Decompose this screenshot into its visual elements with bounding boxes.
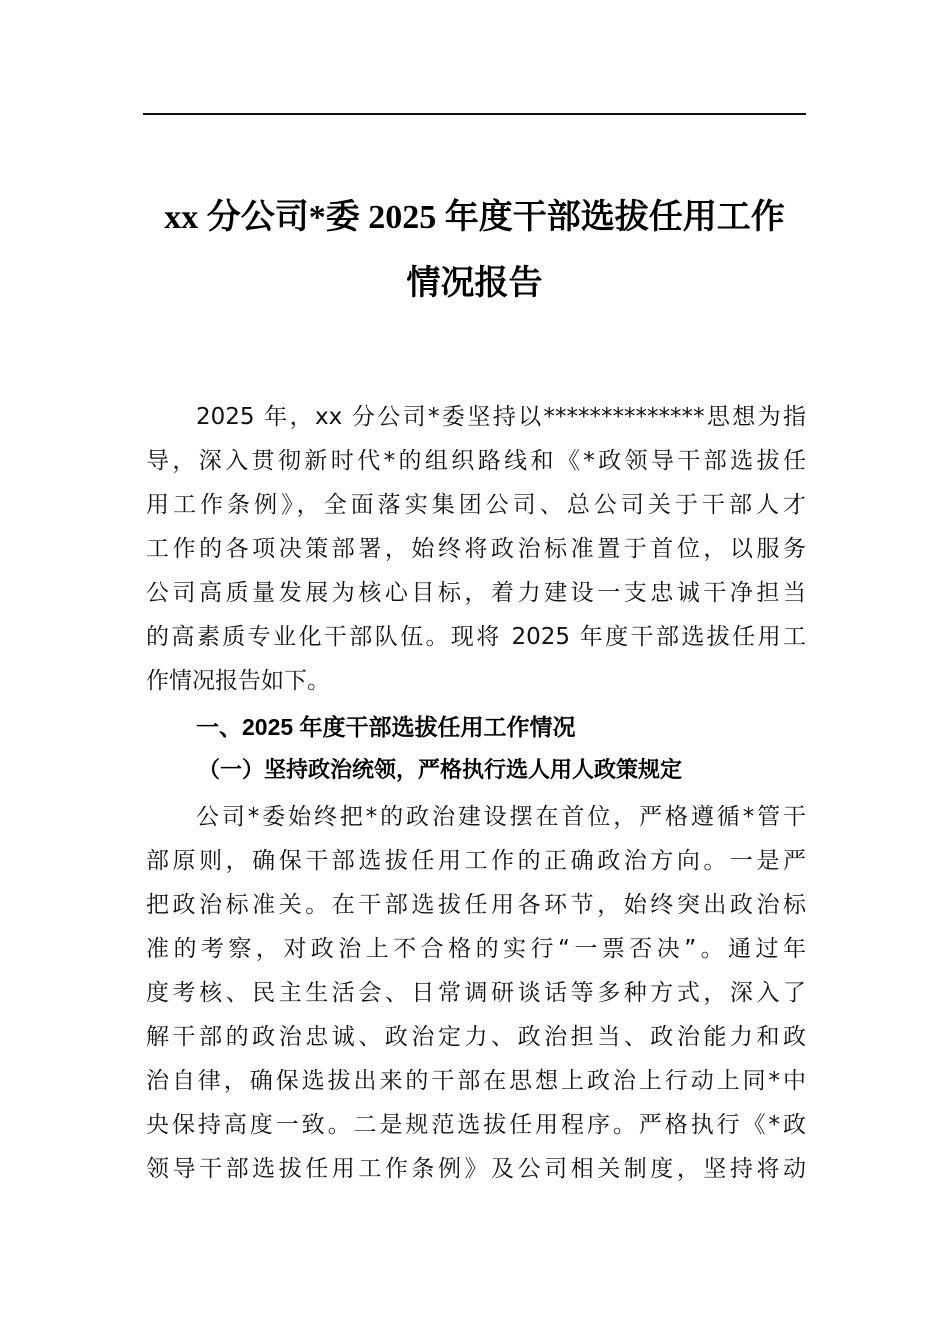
section-paragraph-line: 准的考察，对政治上不合格的实行“一票否决”。通过年 — [146, 936, 806, 962]
section-heading: 一、2025 年度干部选拔任用工作情况 — [196, 714, 576, 740]
intro-paragraph-line: 2025 年，xx 分公司*委坚持以**************思想为指 — [196, 404, 806, 430]
section-paragraph-line: 度考核、民主生活会、日常调研谈话等多种方式，深入了 — [146, 980, 806, 1006]
header-rule — [143, 113, 806, 115]
intro-paragraph-line: 的高素质专业化干部队伍。现将 2025 年度干部选拔任用工 — [146, 624, 806, 650]
intro-paragraph-line: 用工作条例》，全面落实集团公司、总公司关于干部人才 — [146, 492, 806, 518]
intro-paragraph-line: 公司高质量发展为核心目标，着力建设一支忠诚干净担当 — [146, 580, 806, 606]
intro-paragraph-line: 作情况报告如下。 — [146, 668, 330, 694]
document-title-line-1: xx 分公司*委 2025 年度干部选拔任用工作 — [164, 199, 785, 236]
section-paragraph-line: 领导干部选拔任用工作条例》及公司相关制度，坚持将动 — [146, 1156, 806, 1182]
section-paragraph-line: 把政治标准关。在干部选拔任用各环节，始终突出政治标 — [146, 892, 806, 918]
subsection-heading: （一）坚持政治统领，严格执行选人用人政策规定 — [198, 758, 683, 783]
document-title-line-2: 情况报告 — [406, 265, 543, 302]
section-paragraph-line: 部原则，确保干部选拔任用工作的正确政治方向。一是严 — [146, 848, 806, 874]
section-paragraph-line: 治自律，确保选拔出来的干部在思想上政治上行动上同*中 — [146, 1068, 806, 1094]
section-paragraph-line: 央保持高度一致。二是规范选拔任用程序。严格执行《*政 — [146, 1112, 806, 1138]
intro-paragraph-line: 工作的各项决策部署，始终将政治标准置于首位，以服务 — [146, 536, 806, 562]
intro-paragraph-line: 导，深入贯彻新时代*的组织路线和《*政领导干部选拔任 — [146, 448, 806, 474]
section-paragraph-line: 解干部的政治忠诚、政治定力、政治担当、政治能力和政 — [146, 1024, 806, 1050]
section-paragraph-line: 公司*委始终把*的政治建设摆在首位，严格遵循*管干 — [196, 804, 806, 830]
